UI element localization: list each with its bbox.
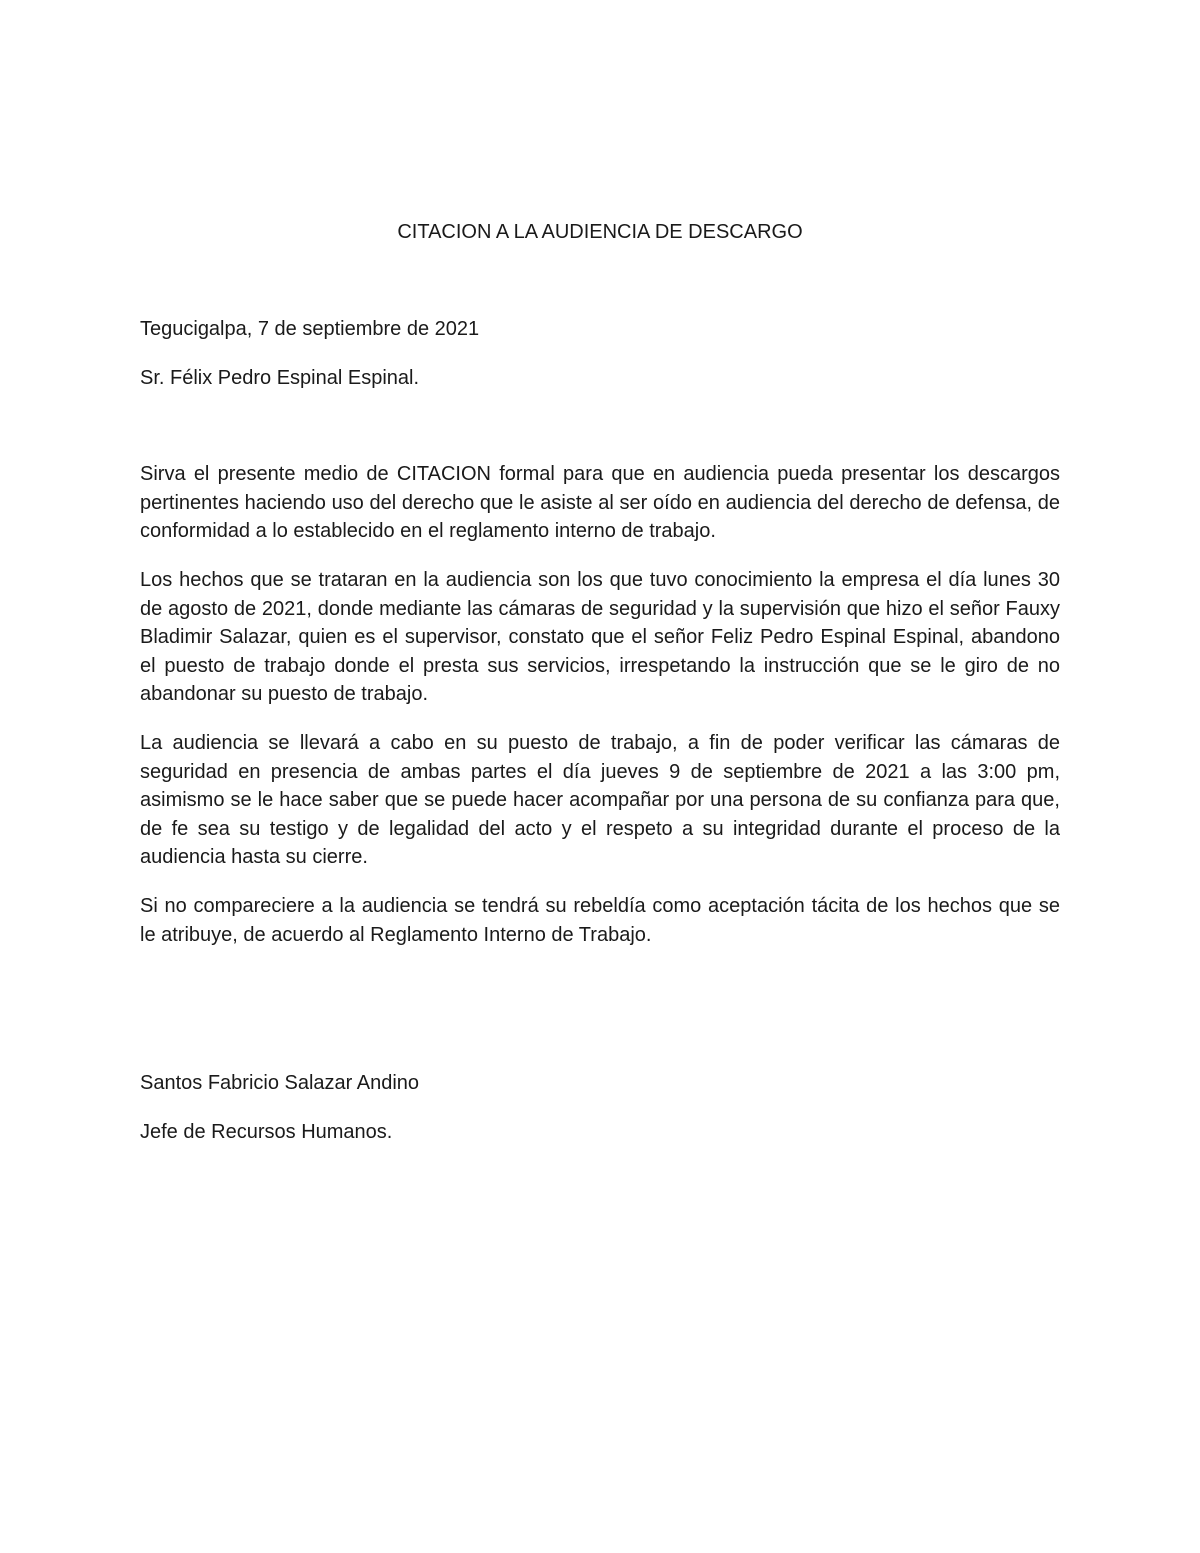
sender-role: Jefe de Recursos Humanos.	[140, 1120, 393, 1143]
body-paragraph-hearing-details: La audiencia se llevará a cabo en su puesto de trabajo, a fin de poder verificar las cámaras de seguridad en presencia de ambas partes el día jueves 9 de septiembre de 2021 a las 3:00 pm, asimismo se le hace saber que se puede hacer acompañar por una persona de su confianza para que, de fe sea su testigo y de legalidad del acto y el respeto a su integridad durante el proceso de la audiencia hasta su cierre.	[140, 731, 1060, 869]
sender-name: Santos Fabricio Salazar Andino	[140, 1072, 420, 1095]
date-line: Tegucigalpa, 7 de septiembre de 2021	[140, 318, 480, 340]
document-title: CITACION A LA AUDIENCIA DE DESCARGO	[397, 221, 803, 243]
body-paragraph-citation: Sirva el presente medio de CITACION formal para que en audiencia pueda presentar los descargos pertinentes haciendo uso del derecho que le asiste al ser oído en audiencia del derecho de defensa, de conformidad a lo establecido en el reglamento interno de trabajo.	[140, 463, 1060, 543]
body-paragraph-facts: Los hechos que se trataran en la audiencia son los que tuvo conocimiento la empresa el día lunes 30 de agosto de 2021, donde mediante las cámaras de seguridad y la supervisión que hizo el señor Fauxy Bladimir Salazar, quien es el supervisor, constato que el señor Feliz Pedro Espinal Espinal, abandono el puesto de trabajo donde el presta sus servicios, irrespetando la instrucción que se le giro de no abandonar su puesto de trabajo.	[140, 568, 1060, 706]
body-paragraph-non-appearance: Si no compareciere a la audiencia se tendrá su rebeldía como aceptación tácita de los hechos que se le atribuye, de acuerdo al Reglamento Interno de Trabajo.	[140, 894, 1060, 946]
document-body	[140, 218, 1060, 1146]
recipient-line: Sr. Félix Pedro Espinal Espinal.	[140, 366, 420, 389]
